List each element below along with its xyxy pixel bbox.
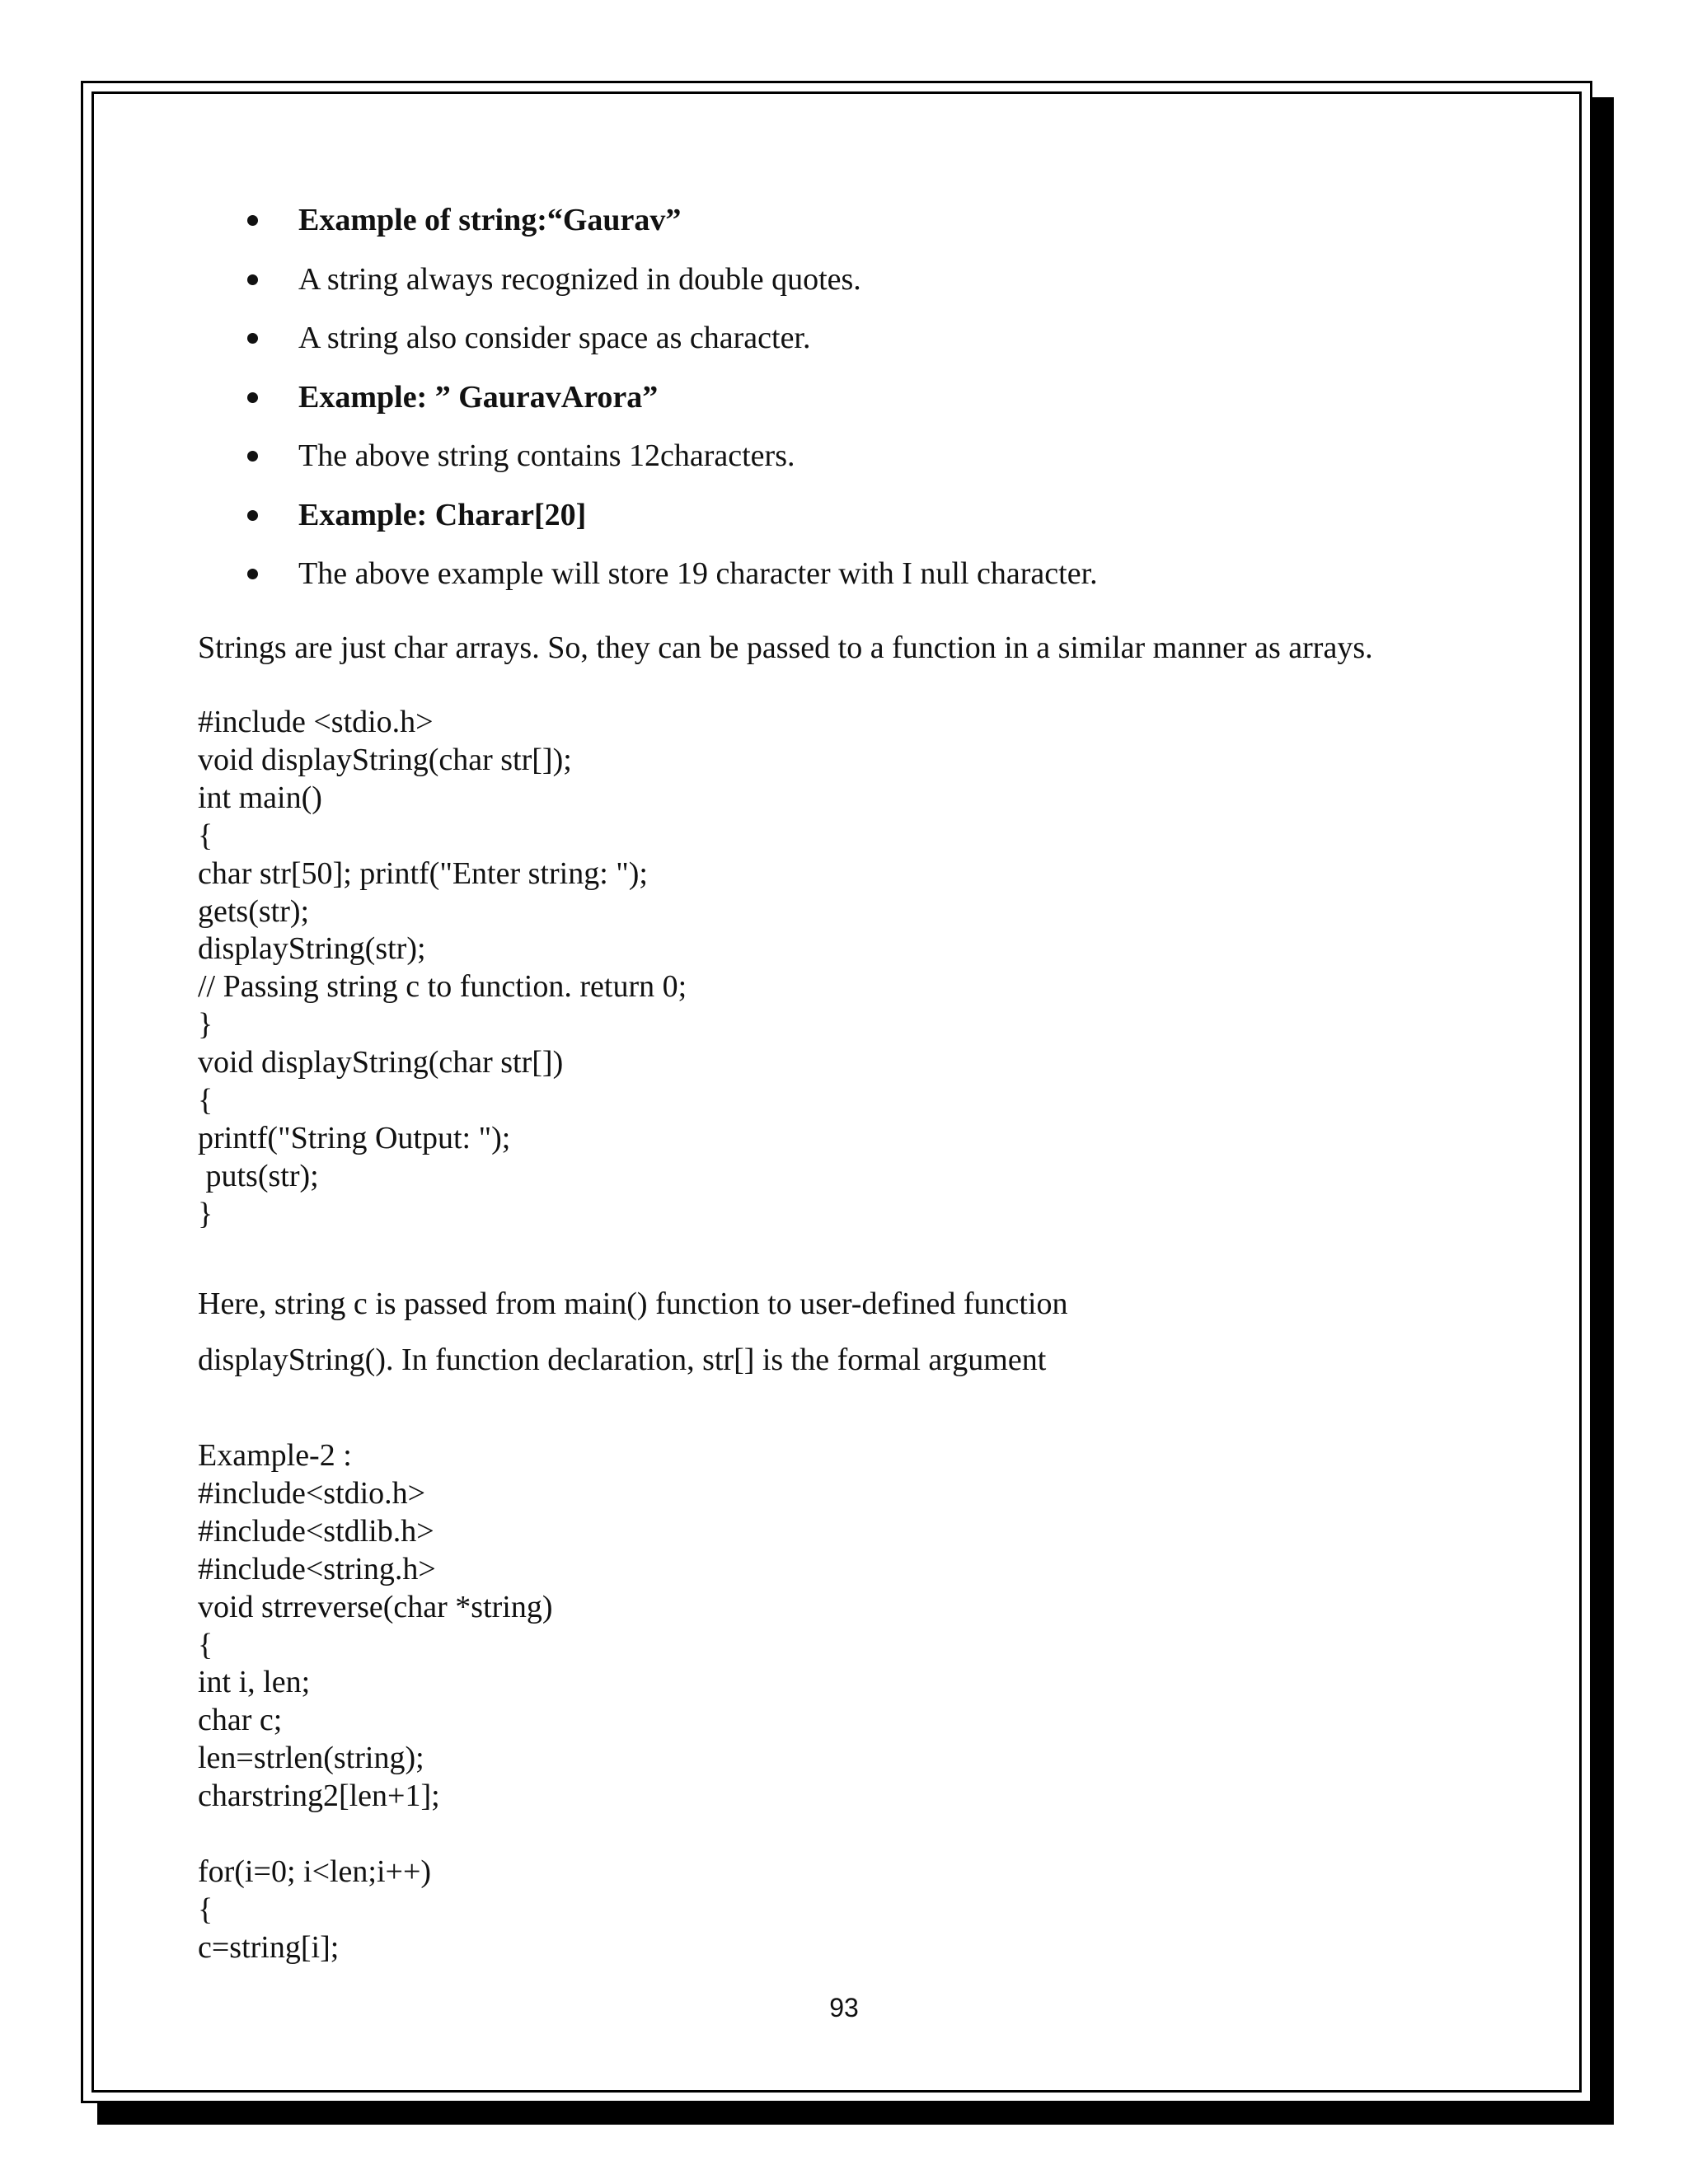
- code-line: c=string[i];: [198, 1929, 340, 1965]
- bullet-list: [247, 191, 1098, 604]
- code-line: #include<stdlib.h>: [198, 1513, 434, 1549]
- code-line: len=strlen(string);: [198, 1741, 424, 1776]
- code-line: printf("String Output: ");: [198, 1120, 511, 1155]
- code-line: [198, 1816, 553, 1854]
- bullet-dot-icon: [247, 569, 258, 579]
- code-line: char str[50]; printf("Enter string: ");: [198, 855, 648, 891]
- bullet-item: Example of string:“Gaurav”: [247, 191, 1098, 251]
- code-line: void displayString(char str[]): [198, 1045, 564, 1080]
- bullet-item: The above string contains 12characters.: [247, 427, 1098, 486]
- code-line: gets(str);: [198, 893, 310, 929]
- code-line: // Passing string c to function. return 0;: [198, 969, 687, 1005]
- page-number: 93: [829, 1993, 859, 2022]
- bullet-item: Example: ” GauravArora”: [247, 368, 1098, 428]
- explanation-line: displayString(). In function declaration, str[] is the formal argument: [198, 1343, 1047, 1377]
- code-line: Example-2 :: [198, 1438, 352, 1473]
- code-line: {: [198, 1083, 213, 1118]
- bullet-dot-icon: [247, 274, 258, 285]
- intro-paragraph: Strings are just char arrays. So, they can be passed to a function in a similar manner as arrays.: [198, 630, 1373, 665]
- bullet-dot-icon: [247, 510, 258, 521]
- bullet-dot-icon: [247, 215, 258, 226]
- code-line: int main(): [198, 780, 322, 815]
- bullet-dot-icon: [247, 333, 258, 344]
- code-line: displayString(str);: [198, 931, 426, 967]
- code-line: #include<string.h>: [198, 1551, 436, 1586]
- code-line: {: [198, 1627, 213, 1662]
- code-line: void displayString(char str[]);: [198, 742, 572, 777]
- bullet-item: A string also consider space as character.: [247, 309, 1098, 368]
- code-line: int i, len;: [198, 1665, 311, 1700]
- code-block-1: [198, 704, 687, 1234]
- bullet-item: Example: Charar[20]: [247, 486, 1098, 546]
- code-line: for(i=0; i<len;i++): [198, 1854, 432, 1889]
- code-line: charstring2[len+1];: [198, 1779, 440, 1814]
- code-line: {: [198, 818, 213, 853]
- code-line: puts(str);: [198, 1158, 319, 1193]
- code-line: char c;: [198, 1703, 283, 1738]
- code-block-2: [198, 1437, 553, 1967]
- code-line: }: [198, 1007, 213, 1043]
- code-line: #include <stdio.h>: [198, 705, 434, 739]
- code-line: #include<stdio.h>: [198, 1475, 426, 1511]
- bullet-item: The above example will store 19 character with I null character.: [247, 545, 1098, 604]
- code-line: void strreverse(char *string): [198, 1589, 553, 1624]
- code-line: {: [198, 1891, 213, 1927]
- code-line: }: [198, 1196, 213, 1231]
- bullet-dot-icon: [247, 392, 258, 403]
- explanation-line: Here, string c is passed from main() function to user-defined function: [198, 1286, 1068, 1321]
- bullet-item: A string always recognized in double quotes.: [247, 251, 1098, 310]
- bullet-dot-icon: [247, 451, 258, 462]
